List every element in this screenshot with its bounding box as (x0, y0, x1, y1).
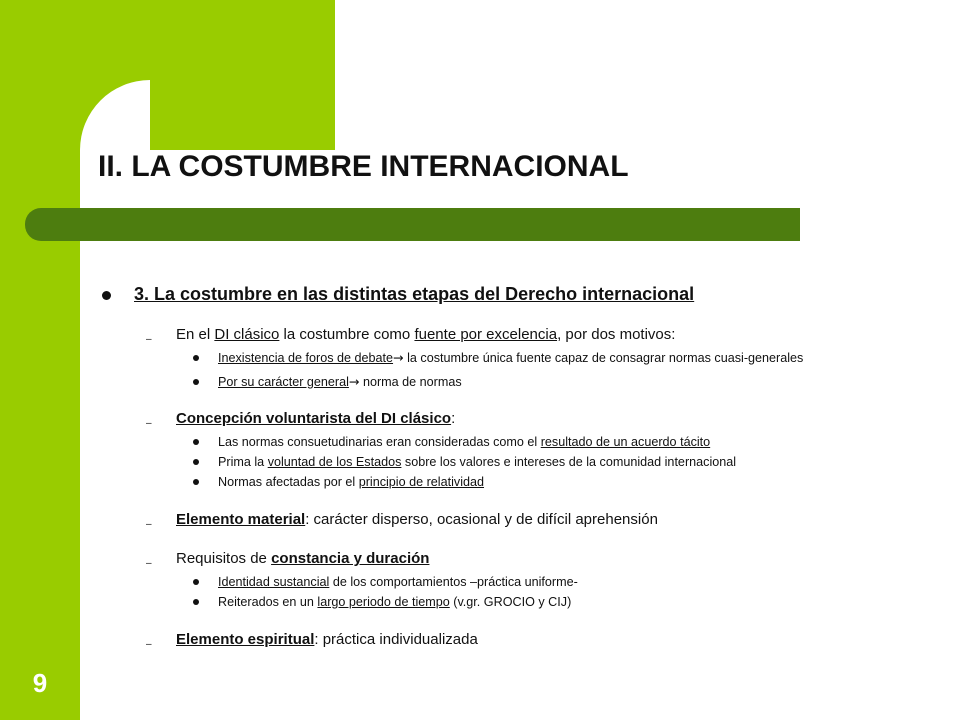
subsubitem (100, 575, 860, 589)
arrow-right-icon: → (348, 374, 360, 389)
title-underline-bar (25, 208, 800, 241)
bullet-dot-icon (193, 579, 199, 585)
underlined-term: Elemento material (176, 511, 306, 528)
subitem-elemento-material (100, 510, 860, 529)
main-bullet (100, 284, 860, 305)
text: sobre los valores e intereses de la comunidad internacional (401, 455, 737, 469)
text: Prima la (218, 455, 268, 469)
arrow-right-icon: → (393, 350, 404, 365)
text: la costumbre única fuente capaz de consagrar normas cuasi-generales (403, 351, 804, 365)
dash-marker: – (146, 558, 152, 569)
subsubitem (100, 435, 860, 449)
underlined-term: constancia y duración (271, 550, 430, 567)
dash-marker: – (146, 334, 152, 345)
underlined-term: Inexistencia de foros de debate (218, 351, 394, 365)
underlined-term: largo periodo de tiempo (317, 595, 450, 609)
underlined-term: Identidad sustancial (218, 575, 330, 589)
dash-marker: – (146, 519, 152, 530)
subitem-elemento-espiritual (100, 630, 860, 649)
main-heading: 3. La costumbre en las distintas etapas del Derecho internacional (134, 284, 695, 304)
text: Requisitos de (176, 550, 272, 567)
underlined-term: principio de relatividad (358, 475, 485, 489)
text: de los comportamientos –práctica uniforme- (329, 575, 578, 589)
underlined-term: Concepción voluntarista del DI clásico (176, 410, 452, 427)
dash-marker: – (146, 639, 152, 650)
underlined-term: fuente por excelencia (414, 326, 558, 343)
slide-content (100, 284, 860, 649)
page-number: 9 (32, 668, 48, 698)
text: la costumbre como (279, 326, 415, 343)
bullet-dot-icon (193, 379, 199, 385)
subsubitem (100, 475, 860, 489)
text: (v.gr. GROCIO y CIJ) (449, 595, 572, 609)
underlined-term: DI clásico (214, 326, 280, 343)
text: Normas afectadas por el (218, 475, 359, 489)
subsubitem (100, 455, 860, 469)
subsubitem (100, 375, 860, 389)
bullet-dot-icon (193, 439, 199, 445)
subitem-requisitos (100, 549, 860, 568)
subsubitem (100, 595, 860, 609)
subitem-voluntarista (100, 409, 860, 428)
underlined-term: Elemento espiritual (176, 631, 315, 648)
bullet-dot-icon (193, 479, 199, 485)
text: : carácter disperso, ocasional y de difícil aprehensión (305, 511, 658, 528)
bullet-dot-icon (193, 599, 199, 605)
slide-title: II. LA COSTUMBRE INTERNACIONAL (98, 150, 629, 183)
subitem-di-clasico (100, 325, 860, 344)
text: Reiterados en un (218, 595, 318, 609)
underlined-term: voluntad de los Estados (267, 455, 402, 469)
text: Las normas consuetudinarias eran consideradas como el (218, 435, 541, 449)
subsubitem (100, 351, 860, 365)
text: En el (176, 326, 215, 343)
bullet-dot-icon (193, 459, 199, 465)
underlined-term: Por su carácter general (218, 375, 349, 389)
text: : práctica individualizada (314, 631, 478, 648)
underlined-term: resultado de un acuerdo tácito (540, 435, 711, 449)
text: : (451, 410, 456, 427)
dash-marker: – (146, 418, 152, 429)
text: norma de normas (359, 375, 462, 389)
bullet-dot-icon (193, 355, 199, 361)
text: , por dos motivos: (557, 326, 676, 343)
left-accent-bar (0, 0, 80, 720)
bullet-dot-icon (102, 291, 111, 300)
